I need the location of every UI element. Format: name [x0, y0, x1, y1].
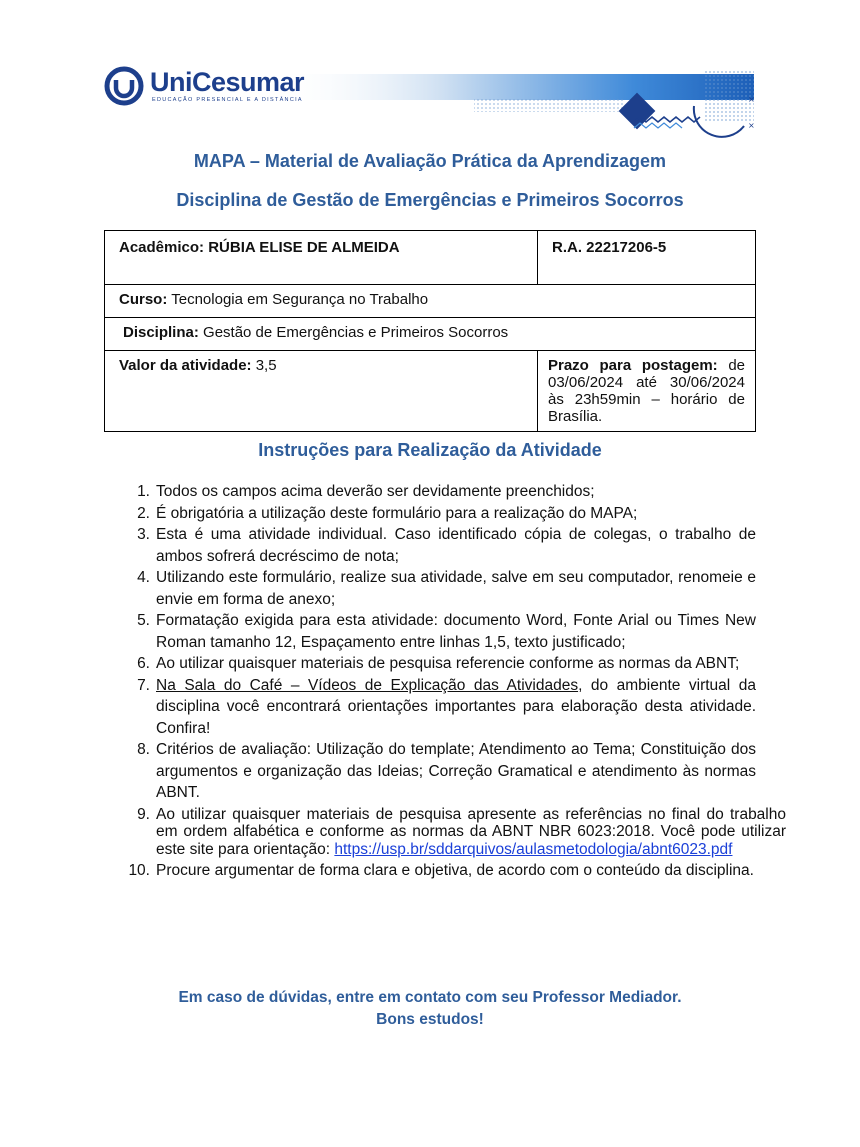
- value-value: 3,5: [255, 357, 277, 374]
- footer-greeting: Bons estudos!: [376, 1011, 484, 1028]
- list-item: 5. Formatação exigida para esta atividade: documento Word, Fonte Arial ou Times New Roman tamanho 12, Espaçamento entre linhas 1,5, texto justificado;: [137, 612, 756, 651]
- student-cell: [105, 231, 538, 285]
- deadline-cell: [538, 351, 756, 432]
- list-item: 9. Ao utilizar quaisquer materiais de pesquisa apresente as referências no final do trabalho em ordem alfabética e conforme as normas da ABNT NBR 6023:2018. Você pode utilizar este site para orientação: https://usp.br/sddarquivos/aulasmetodologia/abnt6023.pdf: [137, 805, 786, 858]
- course-cell: [105, 285, 756, 318]
- ra-value: R.A. 22217206-5: [552, 239, 667, 256]
- svg-text:×: ×: [748, 121, 755, 130]
- discipline-label: Disciplina:: [123, 324, 199, 341]
- footer-contact: Em caso de dúvidas, entre em contato com seu Professor Mediador.: [178, 989, 682, 1006]
- logo-name: UniCesumar: [150, 67, 305, 97]
- unicesumar-emblem-icon: [104, 66, 144, 106]
- list-item: 1. Todos os campos acima deverão ser devidamente preenchidos;: [137, 483, 595, 500]
- list-item: 6. Ao utilizar quaisquer materiais de pesquisa referencie conforme as normas da ABNT;: [137, 655, 740, 672]
- student-info-table: [104, 230, 756, 432]
- ra-cell: [538, 231, 756, 285]
- course-value: Tecnologia em Segurança no Trabalho: [171, 291, 429, 308]
- document-subtitle: Disciplina de Gestão de Emergências e Primeiros Socorros: [176, 190, 684, 210]
- list-item: 7. Na Sala do Café – Vídeos de Explicação das Atividades, do ambiente virtual da disciplina você encontrará orientações importantes para elaboração desta atividade. Confira!: [137, 676, 756, 737]
- value-label: Valor da atividade:: [119, 357, 252, 374]
- document-title: MAPA – Material de Avaliação Prática da Aprendizagem: [193, 151, 667, 171]
- abnt-guide-link[interactable]: https://usp.br/sddarquivos/aulasmetodologia/abnt6023.pdf: [334, 840, 733, 858]
- instructions-list: [120, 481, 786, 882]
- list-item: 10. Procure argumentar de forma clara e objetiva, de acordo com o conteúdo da disciplina.: [128, 862, 754, 879]
- course-label: Curso:: [119, 291, 168, 308]
- discipline-value: Gestão de Emergências e Primeiros Socorros: [203, 324, 509, 341]
- deadline-value: de 03/06/2024 até 30/06/2024 às 23h59min – horário de Brasília.: [548, 357, 746, 425]
- student-label: Acadêmico:: [119, 239, 205, 256]
- svg-text:×: ×: [748, 95, 755, 104]
- deadline-label: Prazo para postagem:: [548, 357, 718, 374]
- list-item: 3. Esta é uma atividade individual. Caso identificado cópia de colegas, o trabalho de ambos sofrerá decréscimo de nota;: [137, 526, 756, 565]
- student-name: RÚBIA ELISE DE ALMEIDA: [208, 239, 400, 256]
- value-cell: [105, 351, 538, 432]
- cafe-room-reference: Na Sala do Café – Vídeos de Explicação das Atividades: [156, 676, 579, 694]
- logo-tagline: EDUCAÇÃO PRESENCIAL E A DISTÂNCIA: [152, 97, 303, 103]
- discipline-cell: [105, 318, 756, 351]
- instructions-title: Instruções para Realização da Atividade: [258, 440, 602, 460]
- list-item: 8. Critérios de avaliação: Utilização do template; Atendimento ao Tema; Constituição dos argumentos e organização das Ideias; Correção Gramatical e atendimento às normas ABNT.: [137, 741, 756, 801]
- unicesumar-logo: [104, 66, 304, 106]
- list-item: 2. É obrigatória a utilização deste formulário para a realização do MAPA;: [137, 504, 638, 522]
- list-item: 4. Utilizando este formulário, realize sua atividade, salve em seu computador, renomeie e envie em forma de anexo;: [137, 569, 756, 608]
